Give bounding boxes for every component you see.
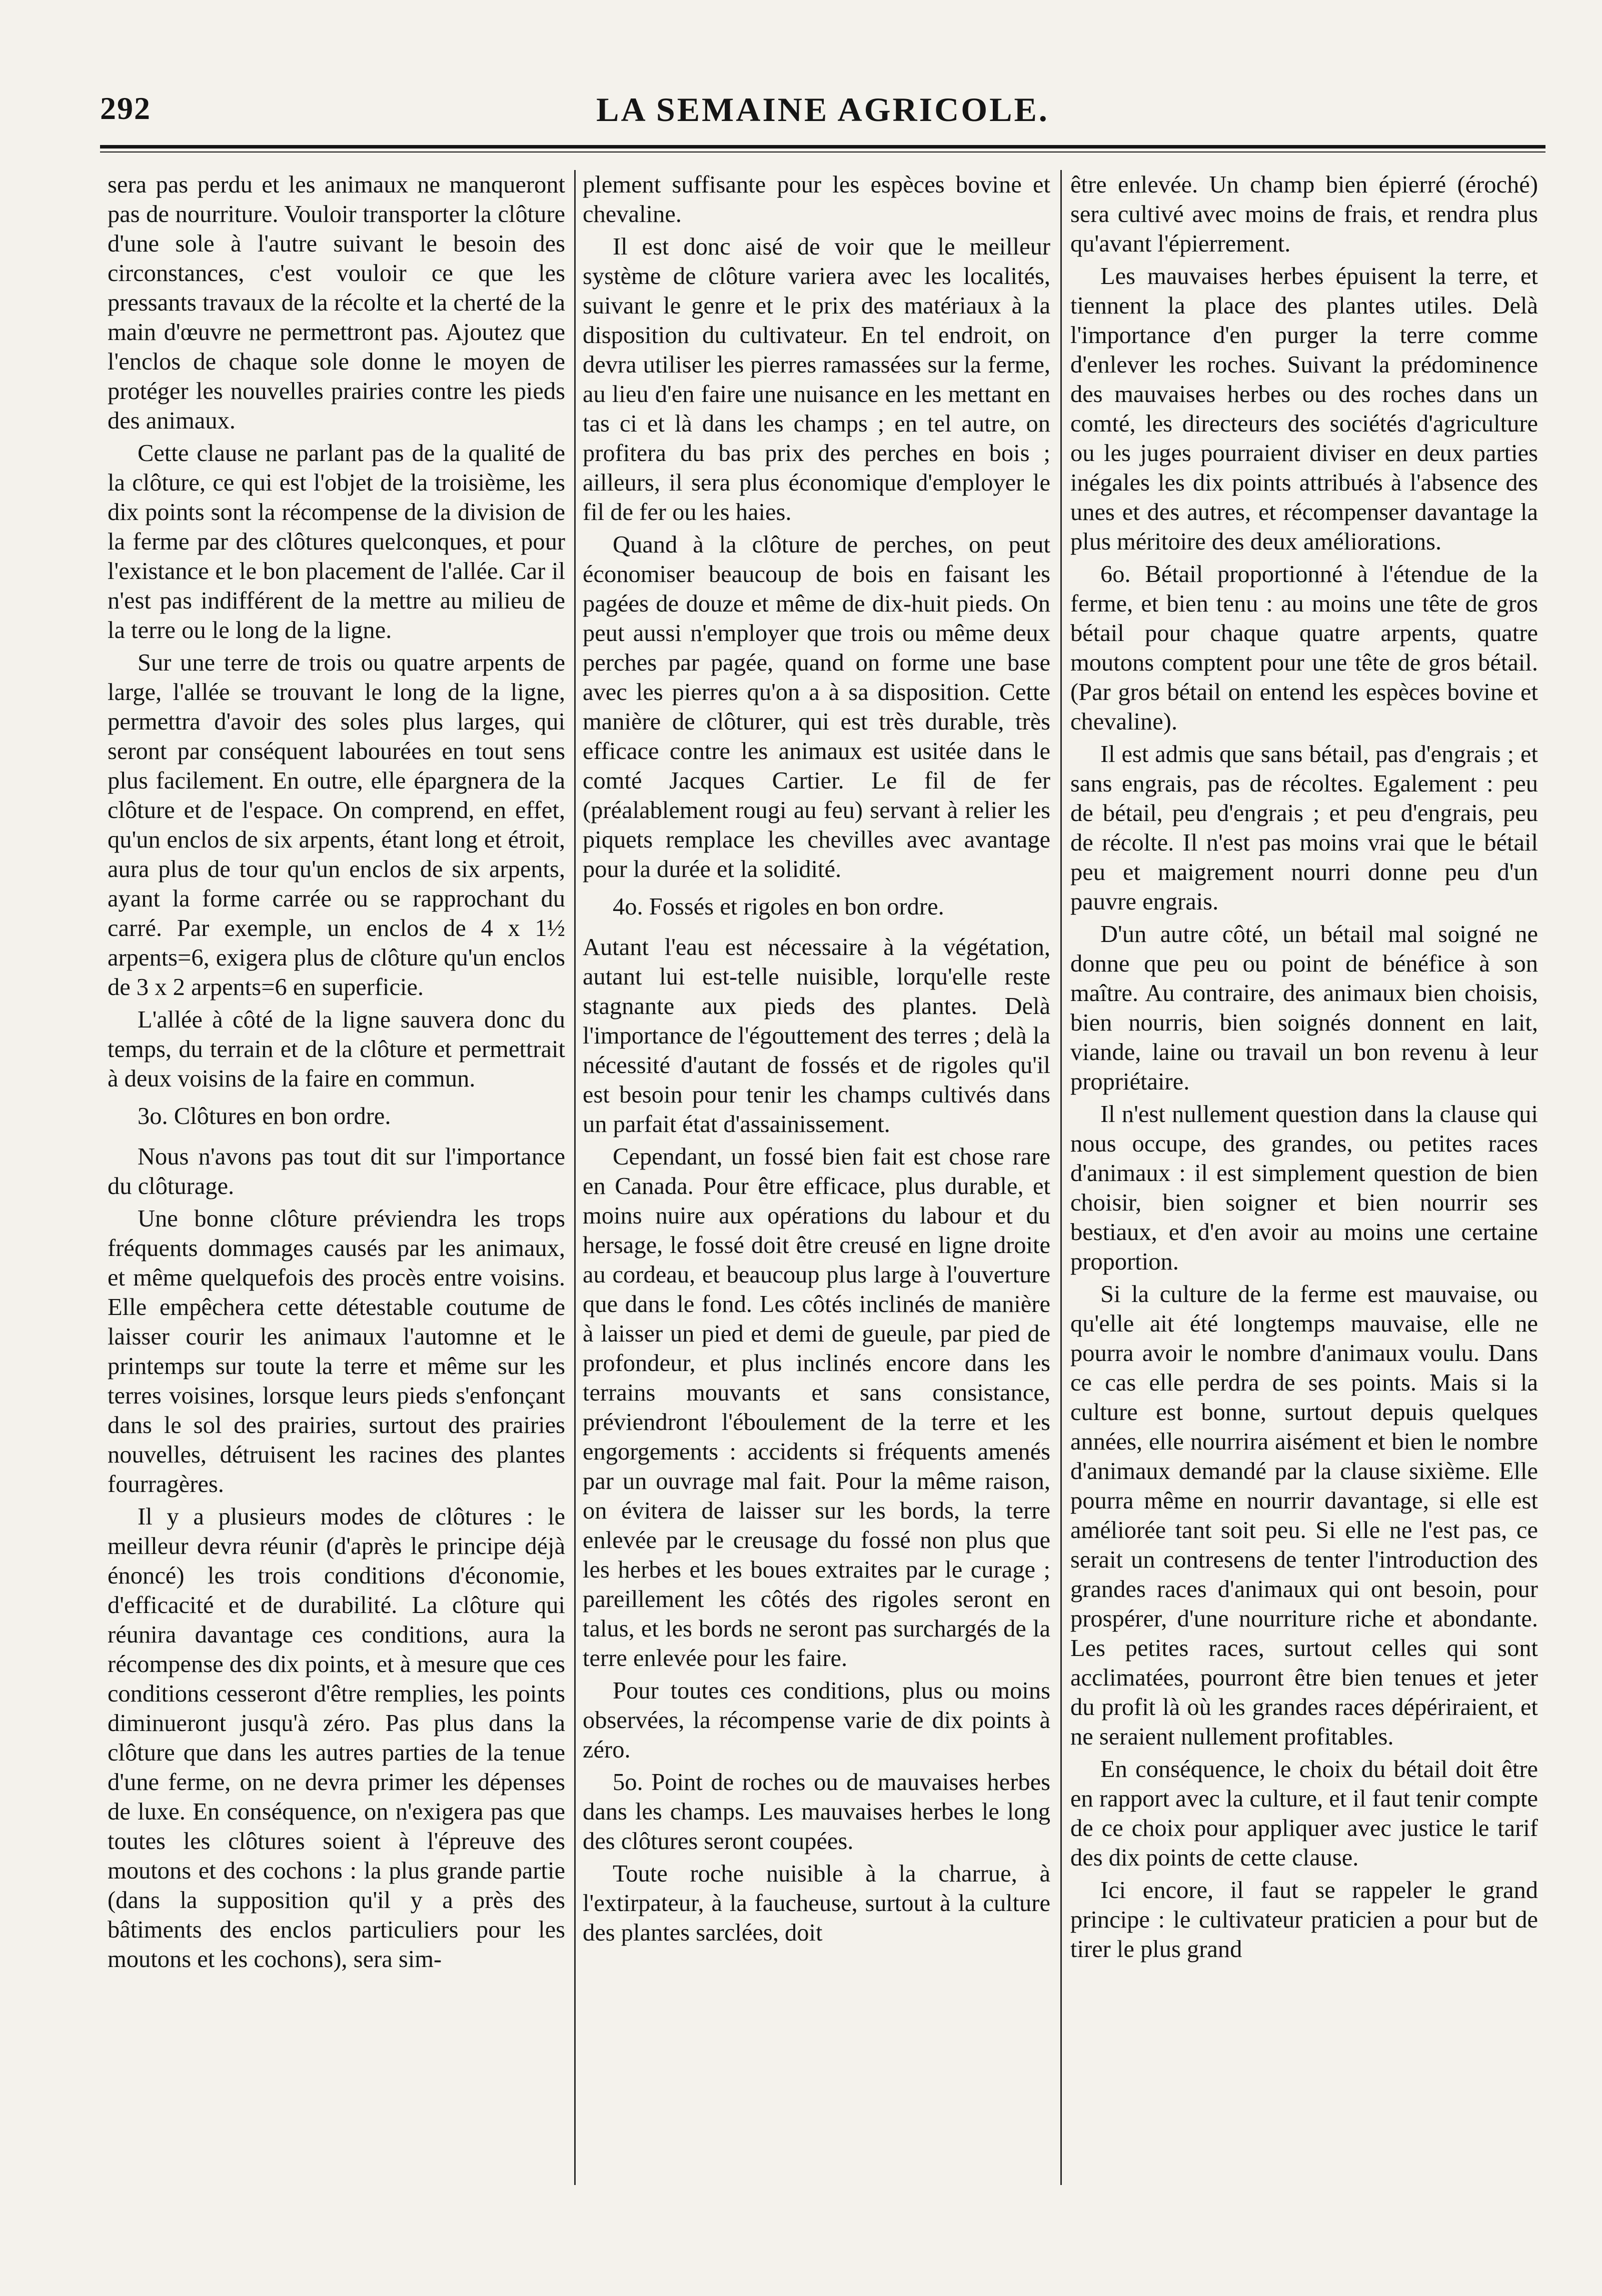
text-column-2 — [583, 170, 1050, 2175]
section-heading: 4o. Fossés et rigoles en bon ordre. — [613, 894, 944, 920]
paragraph: Sur une terre de trois ou quatre arpents de large, l'allée se trouvant le long de la ligne, permettra d'avoir des soles plus larges, qui seront par conséquent labourées en tout sens plus facilement. En outre, elle épargnera de la clôture et de l'espace. On comprend, en effet, qu'un enclos de six arpents, étant long et étroit, aura plus de tour qu'un enclos de six arpents, ayant la forme carrée ou se rapprochant du carré. Par exemple, un enclos de 4 x 1½ arpents=6, exigera plus de clôture qu'un enclos de 3 x 2 arpents=6 en superficie. — [108, 650, 565, 1000]
paragraph: Pour toutes ces conditions, plus ou moins observées, la récompense varie de dix points à zéro. — [583, 1678, 1050, 1763]
paragraph: Si la culture de la ferme est mauvaise, ou qu'elle ait été longtemps mauvaise, elle ne pourra avoir le nombre d'animaux voulu. Dans ce cas elle perdra de ses points. Mais si la culture est bonne, surtout depuis quelques années, elle nourrira aisément et bien le nombre d'animaux demandé par la clause sixième. Elle pourra même en nourrir davantage, si elle est améliorée tant soit peu. Si elle ne l'est pas, ce serait un contresens de tenter l'introduction des grandes races d'animaux qui ont besoin, pour prospérer, d'une nourriture riche et abondante. Les petites races, surtout celles qui sont acclimatées, pourront être bien tenues et jeter du profit là où les grandes races dépériraient, et ne seraient nullement profitables. — [1070, 1281, 1538, 1750]
paragraph: Nous n'avons pas tout dit sur l'importance du clôturage. — [108, 1144, 565, 1200]
paragraph: Toute roche nuisible à la charrue, à l'extirpateur, à la faucheuse, surtout à la culture des plantes sarclées, doit — [583, 1860, 1050, 1946]
paragraph: Cette clause ne parlant pas de la qualité de la clôture, ce qui est l'objet de la troisième, les dix points sont la récompense de la division de la ferme par des clôtures quelconques, et pour l'existance et le bon placement de l'allée. Car il n'est pas indifférent de la mettre au milieu de la terre ou le long de la ligne. — [108, 440, 565, 644]
text-column-1 — [108, 170, 565, 2175]
paragraph: Autant l'eau est nécessaire à la végétation, autant lui est-telle nuisible, lorqu'elle reste stagnante aux pieds des plantes. Delà l'importance de l'égouttement des terres ; delà la nécessité d'autant de fossés et de rigoles qu'il est besoin pour tenir les champs cultivés dans un parfait état d'assainissement. — [583, 934, 1050, 1138]
paragraph: Il est donc aisé de voir que le meilleur système de clôture variera avec les localités, suivant le genre et le prix des matériaux à la disposition du cultivateur. En tel endroit, on devra utiliser les pierres ramassées sur la ferme, au lieu d'en faire une nuisance en les mettant en tas ci et là dans les champs ; en tel autre, on profitera du bas prix des perches en bois ; ailleurs, il sera plus économique d'employer le fil de fer ou les haies. — [583, 234, 1050, 526]
section-heading: 3o. Clôtures en bon ordre. — [138, 1103, 391, 1130]
paragraph: Une bonne clôture préviendra les trops fréquents dommages causés par les animaux, et même quelquefois des procès entre voisins. Elle empêchera cette détestable coutume de laisser courir les animaux l'automne et le printemps sur toute la terre et même sur les terres voisines, lorsque leurs pieds s'enfonçant dans le sol des prairies, surtout des prairies nouvelles, détruisent les racines des plantes fourragères. — [108, 1206, 565, 1498]
page-number: 292 — [100, 90, 151, 126]
paragraph: 5o. Point de roches ou de mauvaises herbes dans les champs. Les mauvaises herbes le long des clôtures seront coupées. — [583, 1769, 1050, 1854]
paragraph: sera pas perdu et les animaux ne manqueront pas de nourriture. Vouloir transporter la clôture d'une sole à l'autre suivant le besoin des circonstances, c'est vouloir ce que les pressants travaux de la récolte et la cherté de la main d'œuvre ne permettront pas. Ajoutez que l'enclos de chaque sole donne le moyen de protéger les nouvelles prairies contre les pieds des animaux. — [108, 172, 565, 434]
paragraph: plement suffisante pour les espèces bovine et chevaline. — [583, 172, 1050, 228]
column-divider — [574, 170, 576, 2185]
paragraph: En conséquence, le choix du bétail doit être en rapport avec la culture, et il faut tenir compte de ce choix pour appliquer avec justice le tarif des dix points de cette clause. — [1070, 1756, 1538, 1871]
paragraph: Il y a plusieurs modes de clôtures : le meilleur devra réunir (d'après le principe déjà énoncé) les trois conditions d'économie, d'efficacité et de durabilité. La clôture qui réunira davantage ces conditions, aura la récompense des dix points, et à mesure que ces conditions cesseront d'être remplies, les points diminueront jusqu'à zéro. Pas plus dans la clôture que dans les autres parties de la tenue d'une ferme, on ne devra primer les dépenses de luxe. En conséquence, on n'exigera pas que toutes les clôtures soient à l'épreuve des moutons et des cochons : la plus grande partie (dans la supposition qu'il y a près des bâtiments des enclos particuliers pour les moutons et les cochons), sera sim- — [108, 1504, 565, 1972]
text-column-3 — [1070, 170, 1538, 2175]
paragraph: Il est admis que sans bétail, pas d'engrais ; et sans engrais, pas de récoltes. Egalement : peu de bétail, peu d'engrais ; et peu d'engrais, peu de récolte. Il n'est pas moins vrai que le bétail peu et maigrement nourri donne peu d'un pauvre engrais. — [1070, 741, 1538, 915]
paragraph: L'allée à côté de la ligne sauvera donc du temps, du terrain et de la clôture et permettrait à deux voisins de la faire en commun. — [108, 1006, 565, 1092]
paragraph: Les mauvaises herbes épuisent la terre, et tiennent la place des plantes utiles. Delà l'importance d'en purger la terre comme d'enlever les roches. Suivant la prédominence des mauvaises herbes ou des roches dans un comté, les directeurs des sociétés d'agriculture ou les juges pourraient diviser en deux parties inégales les dix points attribués à l'absence des unes et des autres, et récompenser davantage la plus méritoire des deux améliorations. — [1070, 263, 1538, 555]
paragraph: D'un autre côté, un bétail mal soigné ne donne que peu ou point de bénéfice à son maître. Au contraire, des animaux bien choisis, bien nourris, bien soignés donnent en lait, viande, laine ou travail un bon revenu à leur propriétaire. — [1070, 921, 1538, 1095]
paragraph: être enlevée. Un champ bien épierré (éroché) sera cultivé avec moins de frais, et rendra plus qu'avant l'épierrement. — [1070, 172, 1538, 257]
paragraph: Quand à la clôture de perches, on peut économiser beaucoup de bois en faisant les pagées de douze et même de dix-huit pieds. On peut aussi n'employer que trois ou même deux perches par pagée, quand on forme une base avec les pierres qu'on a à sa disposition. Cette manière de clôturer, qui est très durable, très efficace contre les animaux est usitée dans le comté Jacques Cartier. Le fil de fer (préalablement rougi au feu) servant à relier les piquets remplace les chevilles avec avantage pour la durée et la solidité. — [583, 532, 1050, 882]
page-header — [100, 90, 1545, 145]
paragraph: 6o. Bétail proportionné à l'étendue de la ferme, et bien tenu : au moins une tête de gros bétail pour chaque quatre arpents, quatre moutons comptent pour une tête de gros bétail. (Par gros bétail on entend les espèces bovine et chevaline). — [1070, 561, 1538, 735]
header-rule — [100, 145, 1545, 148]
paragraph: Il n'est nullement question dans la clause qui nous occupe, des grandes, ou petites races d'animaux : il est simplement question de bien choisir, bien soigner et bien nourrir ses bestiaux, et d'en avoir au moins une certaine proportion. — [1070, 1101, 1538, 1275]
paragraph: Ici encore, il faut se rappeler le grand principe : le cultivateur praticien a pour but de tirer le plus grand — [1070, 1877, 1538, 1962]
paragraph: Cependant, un fossé bien fait est chose rare en Canada. Pour être efficace, plus durable, et moins nuire aux opérations du labour et du hersage, le fossé doit être creusé en ligne droite au cordeau, et beaucoup plus large à l'ouverture que dans le fond. Les côtés inclinés de manière à laisser un pied et demi de gueule, par pied de profondeur, et plus inclinés encore dans les terrains mouvants et sans consistance, préviendront l'éboulement de la terre et les engorgements : accidents si fréquents amenés par un ouvrage mal fait. Pour la même raison, on évitera de laisser sur les bords, la terre enlevée par le creusage du fossé non plus que les herbes et les boues extraites par le curage ; pareillement les côtés des rigoles seront en talus, et les bords ne seront pas surchargés de la terre enlevée pour les faire. — [583, 1144, 1050, 1672]
column-divider — [1060, 170, 1062, 2185]
page-title: LA SEMAINE AGRICOLE. — [596, 90, 1049, 128]
